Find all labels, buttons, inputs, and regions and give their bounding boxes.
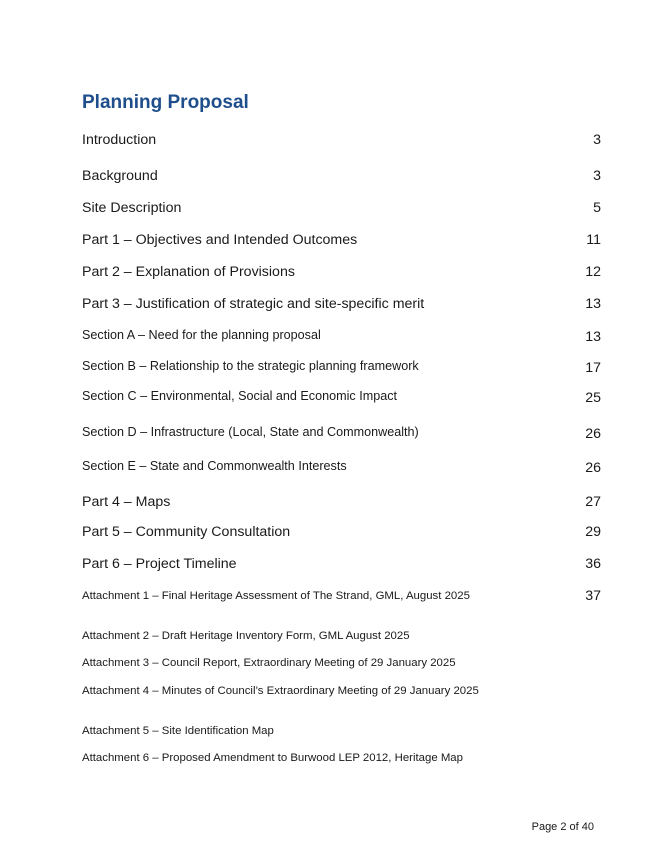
attachment-1-page: 37: [585, 588, 601, 604]
toc-entry-page: 29: [585, 524, 601, 540]
toc-entry-label: Part 3 – Justification of strategic and site-specific merit: [82, 296, 425, 312]
page-title: Planning Proposal: [82, 92, 249, 113]
toc-entry-page: 17: [585, 360, 601, 376]
toc-entry-page: 3: [593, 132, 601, 148]
toc-entry-label: Section E – State and Commonwealth Interests: [82, 459, 347, 473]
attachment-1[interactable]: Attachment 1 – Final Heritage Assessment of The Strand, GML, August 2025: [82, 590, 470, 602]
attachment-4[interactable]: Attachment 4 – Minutes of Council’s Extraordinary Meeting of 29 January 2025: [82, 685, 479, 697]
page-number-footer: Page 2 of 40: [531, 821, 594, 833]
toc-entry-label: Section A – Need for the planning proposal: [82, 328, 321, 342]
attachment-2[interactable]: Attachment 2 – Draft Heritage Inventory Form, GML August 2025: [82, 630, 410, 642]
toc-entry-page: 27: [585, 494, 601, 510]
toc-entry-page: 13: [585, 329, 601, 345]
toc-entry-page: 13: [585, 296, 601, 312]
toc-entry-page: 12: [585, 264, 601, 280]
toc-entry-page: 26: [585, 460, 601, 476]
toc-entry-label: Part 6 – Project Timeline: [82, 556, 237, 572]
attachment-5[interactable]: Attachment 5 – Site Identification Map: [82, 725, 274, 737]
toc-entry-label: Site Description: [82, 200, 182, 216]
toc-entry-label: Background: [82, 168, 158, 184]
attachment-3[interactable]: Attachment 3 – Council Report, Extraordinary Meeting of 29 January 2025: [82, 657, 456, 669]
toc-entry-label: Section B – Relationship to the strategic planning framework: [82, 359, 419, 373]
toc-entry-label: Part 4 – Maps: [82, 494, 171, 510]
toc-entry-page: 3: [593, 168, 601, 184]
toc-entry-page: 36: [585, 556, 601, 572]
toc-entry-page: 5: [593, 200, 601, 216]
toc-entry-page: 26: [585, 426, 601, 442]
toc-entry-label: Part 2 – Explanation of Provisions: [82, 264, 295, 280]
toc-entry-page: 25: [585, 390, 601, 406]
toc-entry-label: Section C – Environmental, Social and Economic Impact: [82, 389, 397, 403]
attachment-6[interactable]: Attachment 6 – Proposed Amendment to Burwood LEP 2012, Heritage Map: [82, 752, 463, 764]
toc-entry-label: Part 5 – Community Consultation: [82, 524, 291, 540]
toc-entry-label: Introduction: [82, 132, 157, 148]
toc-entry-page: 11: [586, 232, 601, 248]
toc-entry-label: Part 1 – Objectives and Intended Outcomes: [82, 232, 358, 248]
toc-entry-label: Section D – Infrastructure (Local, State and Commonwealth): [82, 425, 419, 439]
